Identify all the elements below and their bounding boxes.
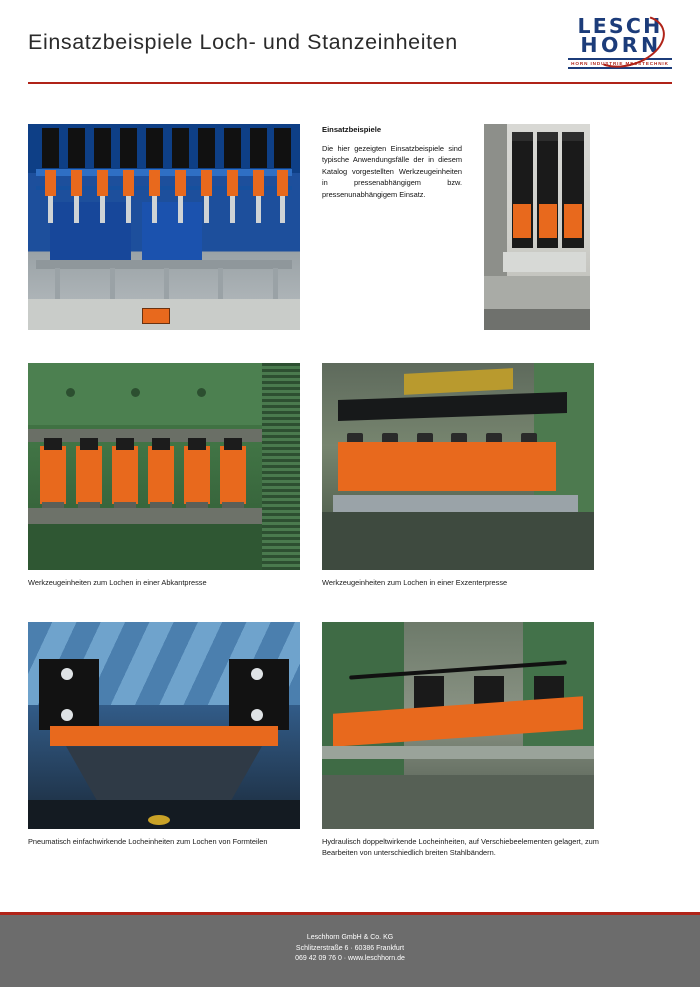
photo-vertical-units xyxy=(484,124,590,330)
footer-contact: 069 42 09 76 0 · www.leschhorn.de xyxy=(295,955,405,962)
logo-line-1: LESCH xyxy=(577,14,663,38)
figure-row-1 xyxy=(28,124,672,337)
intro-body: Die hier gezeigten Einsatzbeispiele sind typische Anwendungsfälle der in diesem Katalog vorgestellten Werkzeugeinheiten in pressenabhängigem bzw. pressenunabhängigem Einsatz. xyxy=(322,143,462,199)
footer-address: Schlitzerstraße 6 · 60386 Frankfurt xyxy=(295,944,405,952)
photo-exzenterpresse xyxy=(322,363,594,570)
company-logo xyxy=(568,15,672,69)
figure-block-bottom-left xyxy=(28,622,300,858)
page-title: Einsatzbeispiele Loch- und Stanzeinheiten xyxy=(28,29,458,54)
header-divider xyxy=(28,82,672,84)
intro-heading: Einsatzbeispiele xyxy=(322,125,382,134)
intro-text xyxy=(322,124,462,201)
figure-block-mid-right xyxy=(322,363,594,588)
footer-company: Leschhorn GmbH & Co. KG xyxy=(306,934,394,941)
figure-row-3 xyxy=(28,622,672,858)
figure-block-mid-left xyxy=(28,363,300,588)
logo-tagline: HORN INDUSTRIE MESSTECHNIK xyxy=(571,61,669,66)
figure-caption-bottom-right: Hydraulisch doppeltwirkende Locheinheiten, auf Verschiebeelementen gelagert, zum Bearbeiten von unterschiedlich breiten Stahlbändern. xyxy=(322,837,599,857)
photo-abkantpresse xyxy=(28,363,300,570)
figure-caption-mid-right: Werkzeugeinheiten zum Lochen in einer Exzenterpresse xyxy=(322,578,508,587)
figure-block-top-right xyxy=(484,124,590,337)
page-footer xyxy=(0,915,700,987)
figure-block-bottom-right xyxy=(322,622,602,858)
photo-hydraulische-locheinheiten xyxy=(322,622,594,829)
intro-block xyxy=(322,124,462,337)
figure-block-top-left xyxy=(28,124,300,337)
page-content xyxy=(0,124,700,858)
figure-row-2 xyxy=(28,363,672,588)
logo-line-2: HORN xyxy=(580,33,662,57)
photo-pneumatische-locheinheiten xyxy=(28,622,300,829)
logo-rules xyxy=(568,58,672,69)
figure-caption-bottom-left: Pneumatisch einfachwirkende Locheinheiten zum Lochen von Formteilen xyxy=(28,837,268,846)
photo-machine-row-blue xyxy=(28,124,300,330)
figure-caption-mid-left: Werkzeugeinheiten zum Lochen in einer Abkantpresse xyxy=(28,578,207,587)
page-header xyxy=(0,0,700,84)
